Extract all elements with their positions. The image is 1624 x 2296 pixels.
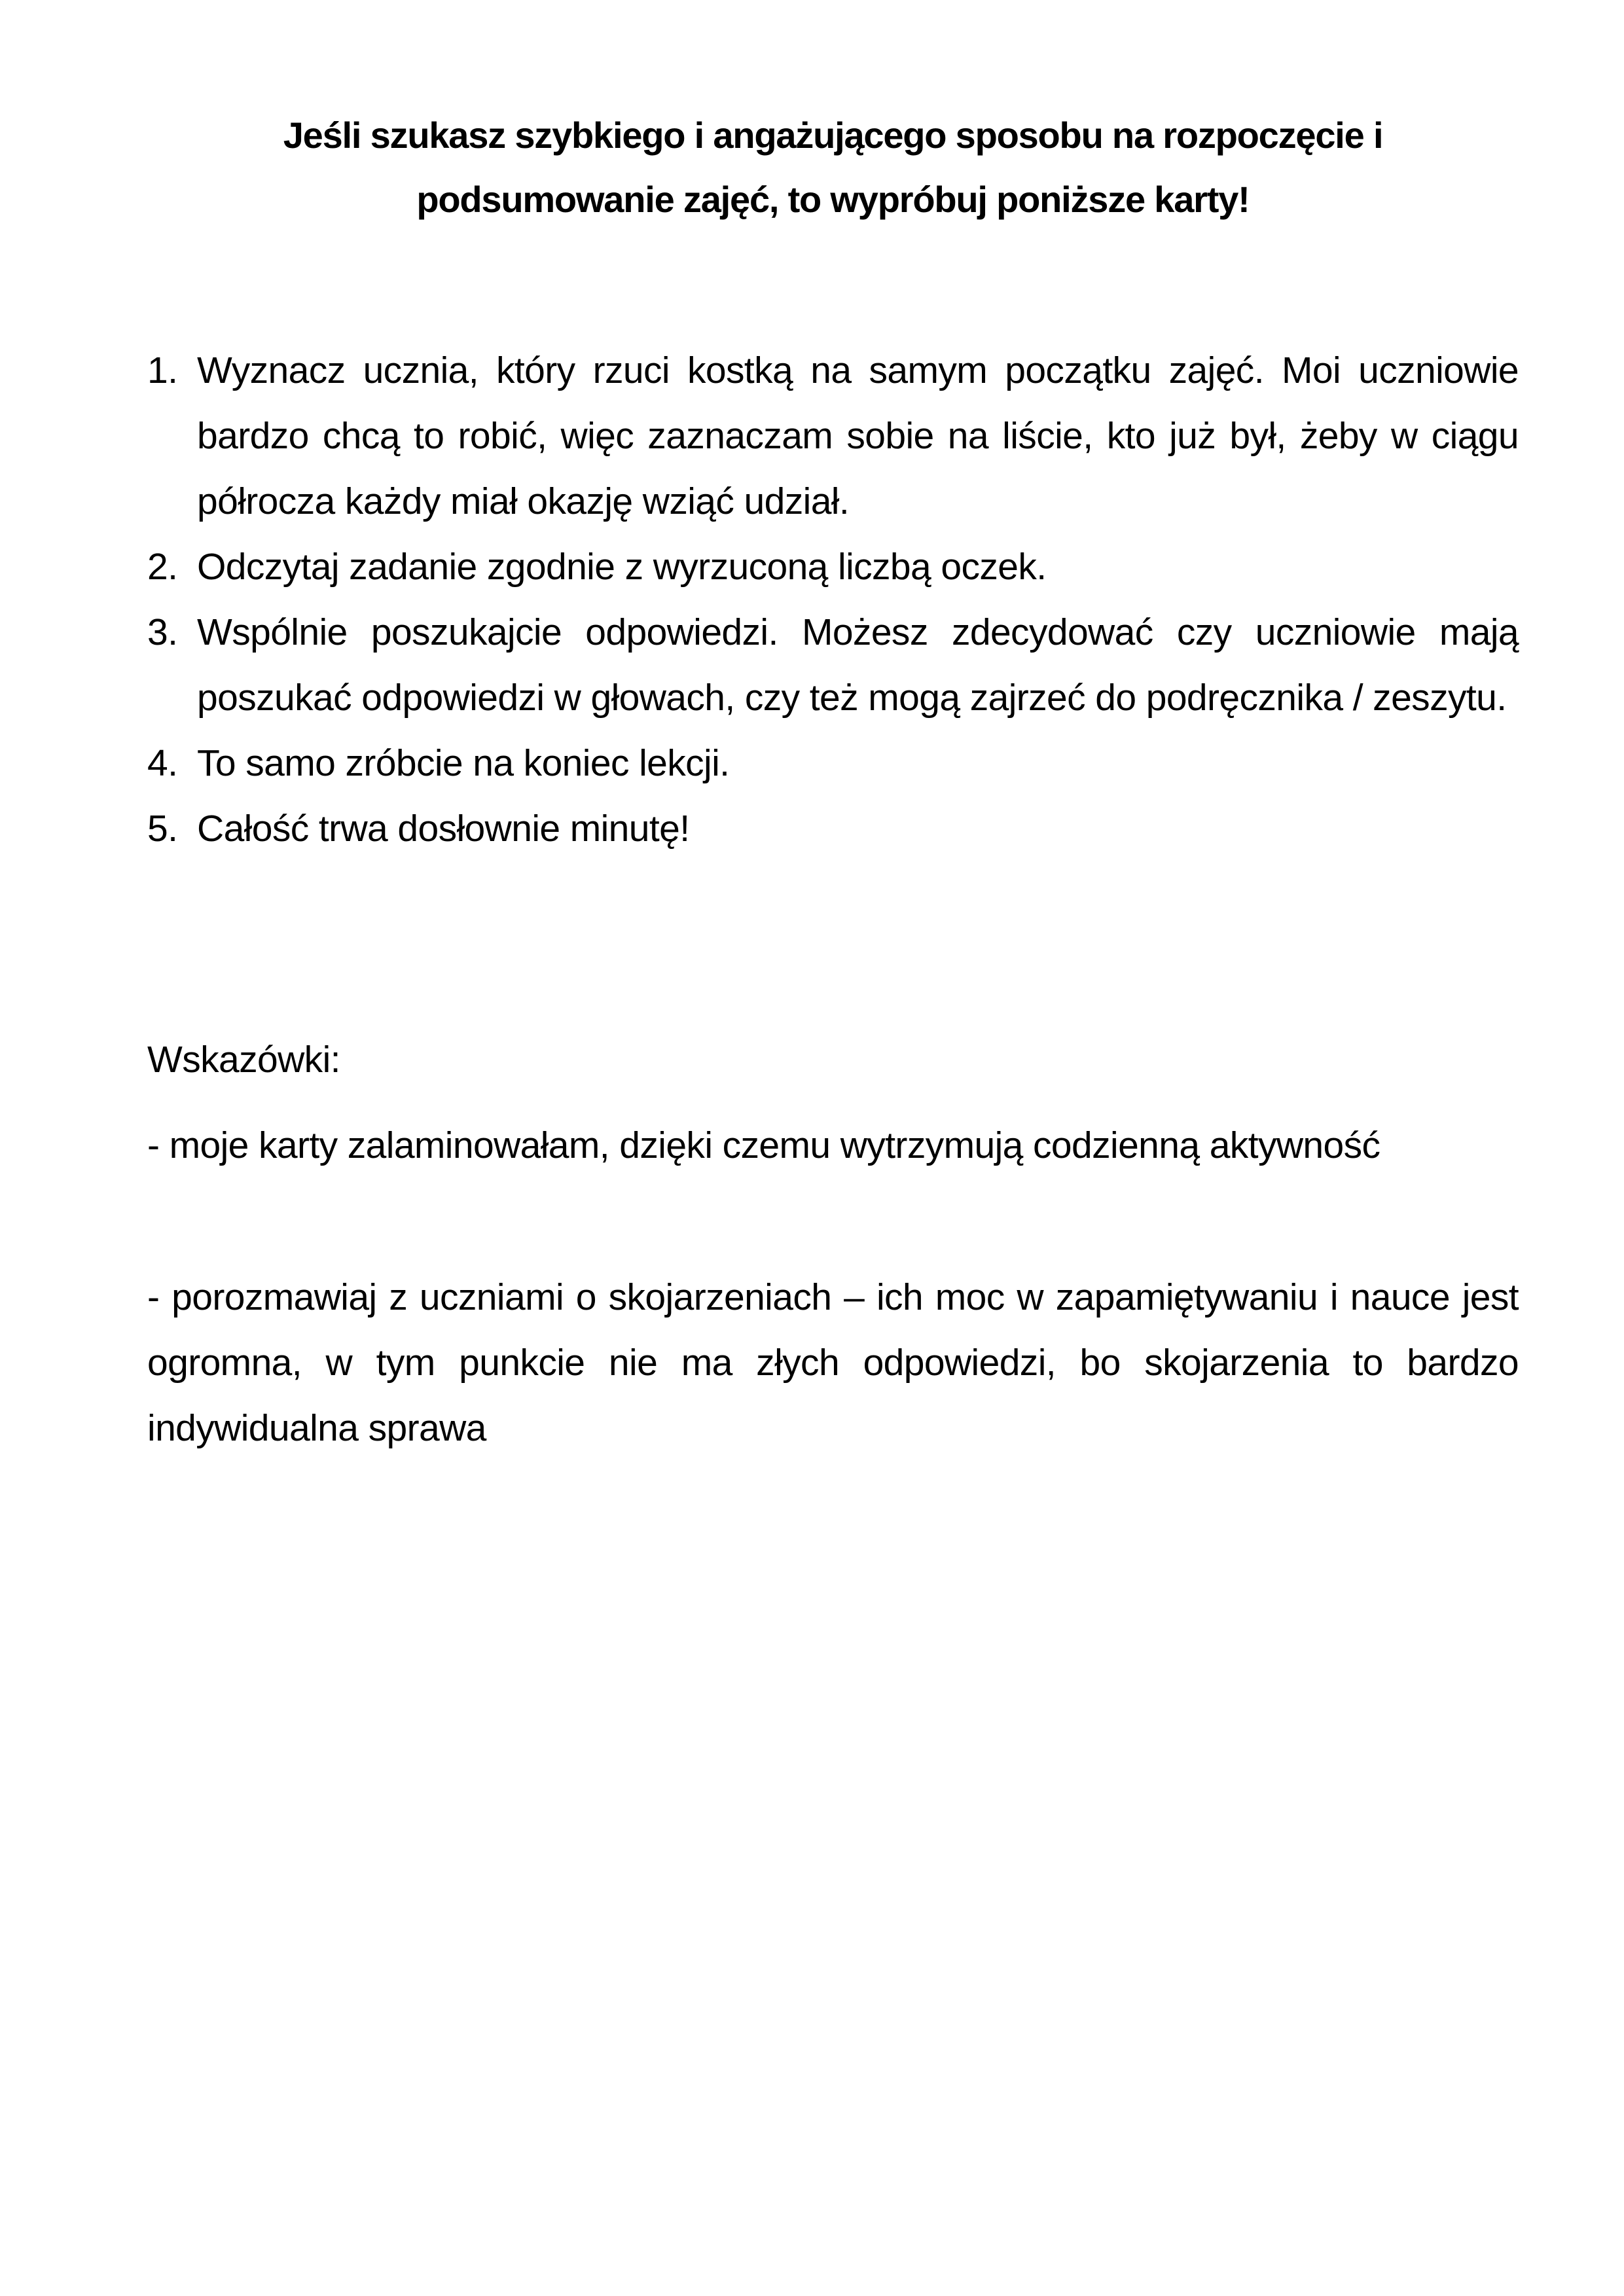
step-text: Całość trwa dosłownie minutę! — [197, 808, 690, 850]
step-item-4 — [147, 730, 1519, 796]
step-text: Wspólnie poszukajcie odpowiedzi. Możesz zdecydować czy uczniowie mają poszukać odpowiedzi w głowach, czy też mogą zajrzeć do podręcznika / zeszytu. — [197, 611, 1519, 719]
step-item-3 — [147, 600, 1519, 730]
step-text: Odczytaj zadanie zgodnie z wyrzuconą liczbą oczek. — [197, 546, 1047, 588]
step-text: Wyznacz ucznia, który rzuci kostką na samym początku zajęć. Moi uczniowie bardzo chcą to robić, więc zaznaczam sobie na liście, kto już był, żeby w ciągu półrocza każdy miał okazję wziąć udział. — [197, 350, 1519, 522]
step-item-2 — [147, 534, 1519, 600]
step-number: 5. — [147, 808, 178, 850]
step-item-1 — [147, 338, 1519, 534]
step-number: 2. — [147, 546, 178, 588]
tip-item-1: - moje karty zalaminowałam, dzięki czemu wytrzymują codzienną aktywność — [147, 1124, 1380, 1166]
step-item-5 — [147, 796, 1519, 861]
step-number: 1. — [147, 350, 178, 391]
steps-list — [147, 338, 1519, 861]
title-line-2: podsumowanie zajęć, to wypróbuj poniższe karty! — [416, 179, 1250, 220]
step-number: 4. — [147, 742, 178, 784]
tip-item-2: - porozmawiaj z uczniami o skojarzeniach – ich moc w zapamiętywaniu i nauce jest ogromna, w tym punkcie nie ma złych odpowiedzi, bo skojarzenia to bardzo indywidualna sprawa — [147, 1276, 1519, 1449]
step-text: To samo zróbcie na koniec lekcji. — [197, 742, 730, 784]
title-line-1: Jeśli szukasz szybkiego i angażującego sposobu na rozpoczęcie i — [283, 115, 1383, 156]
step-number: 3. — [147, 611, 178, 653]
page-title — [147, 103, 1519, 232]
tips-heading: Wskazówki: — [147, 1039, 340, 1081]
